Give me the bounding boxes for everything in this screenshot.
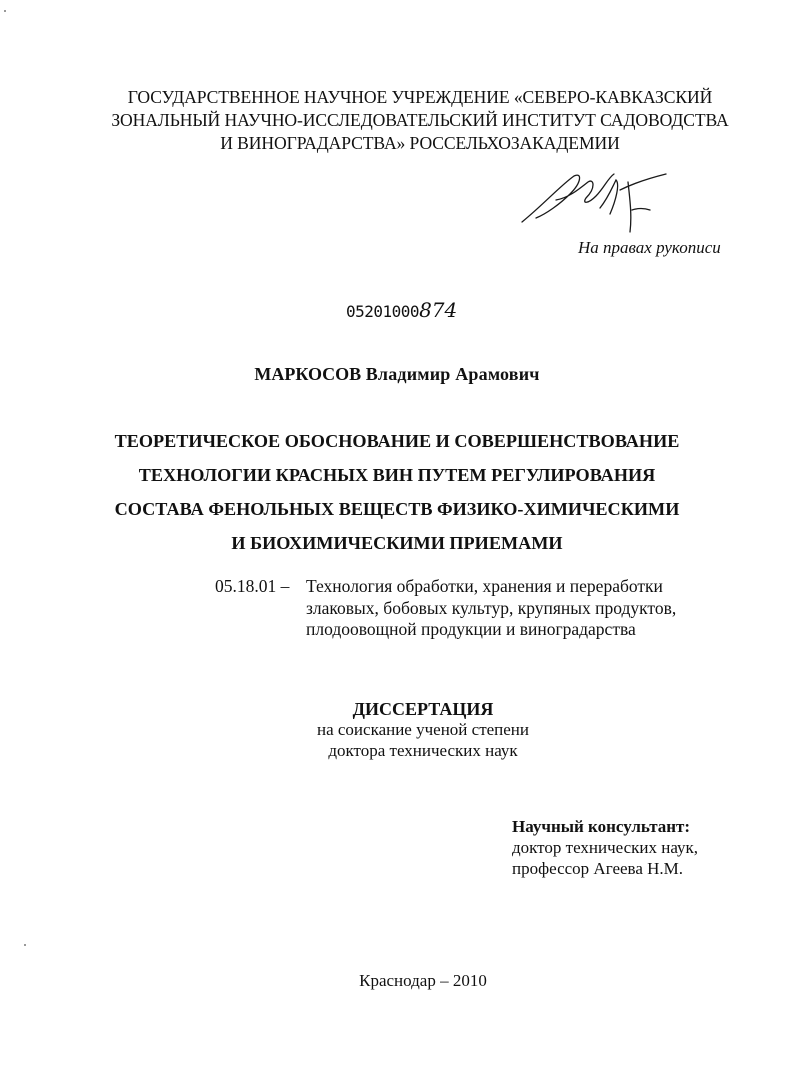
- scan-speck: [24, 944, 26, 946]
- registration-handwritten: 874: [419, 298, 458, 322]
- scientific-consultant: [512, 816, 698, 879]
- registration-printed: 05201000: [346, 302, 420, 321]
- title-line: ТЕХНОЛОГИИ КРАСНЫХ ВИН ПУТЕМ РЕГУЛИРОВАНИЯ: [138, 465, 656, 485]
- author-surname: МАРКОСОВ: [254, 364, 362, 384]
- author-name: [0, 364, 794, 385]
- registration-number: [346, 298, 457, 322]
- specialty-line: плодоовощной продукции и виноградарства: [306, 619, 636, 639]
- consultant-line: профессор Агеева Н.М.: [512, 859, 684, 878]
- manuscript-note: На правах рукописи: [578, 238, 721, 257]
- scan-speck: [4, 10, 6, 12]
- degree-heading: ДИССЕРТАЦИЯ: [352, 699, 494, 719]
- title-line: ТЕОРЕТИЧЕСКОЕ ОБОСНОВАНИЕ И СОВЕРШЕНСТВОВАНИЕ: [114, 431, 680, 451]
- author-given-names: Владимир Арамович: [365, 364, 540, 384]
- degree-line: доктора технических наук: [328, 740, 518, 760]
- consultant-heading: Научный консультант:: [512, 817, 691, 836]
- signature: [516, 160, 696, 240]
- specialty-description: [306, 576, 676, 641]
- title-line: СОСТАВА ФЕНОЛЬНЫХ ВЕЩЕСТВ ФИЗИКО-ХИМИЧЕСКИМИ: [114, 499, 680, 519]
- institution-line: И ВИНОГРАДАРСТВА» РОССЕЛЬХОЗАКАДЕМИИ: [220, 133, 620, 153]
- institution-line: ГОСУДАРСТВЕННОЕ НАУЧНОЕ УЧРЕЖДЕНИЕ «СЕВЕРО-КАВКАЗСКИЙ: [127, 87, 713, 107]
- specialty-code: 05.18.01 –: [215, 576, 290, 596]
- institution-line: ЗОНАЛЬНЫЙ НАУЧНО-ИССЛЕДОВАТЕЛЬСКИЙ ИНСТИТУТ САДОВОДСТВА: [111, 110, 729, 130]
- dissertation-title: [40, 424, 754, 560]
- specialty-line: злаковых, бобовых культур, крупяных продуктов,: [306, 597, 677, 618]
- degree-description: [0, 720, 794, 761]
- degree-line: на соискание ученой степени: [316, 720, 530, 739]
- institution-header: [60, 86, 780, 155]
- title-line: И БИОХИМИЧЕСКИМИ ПРИЕМАМИ: [231, 533, 563, 553]
- city-year: Краснодар – 2010: [359, 971, 487, 990]
- specialty-line: Технология обработки, хранения и переработки: [306, 576, 663, 596]
- consultant-line: доктор технических наук,: [512, 838, 699, 857]
